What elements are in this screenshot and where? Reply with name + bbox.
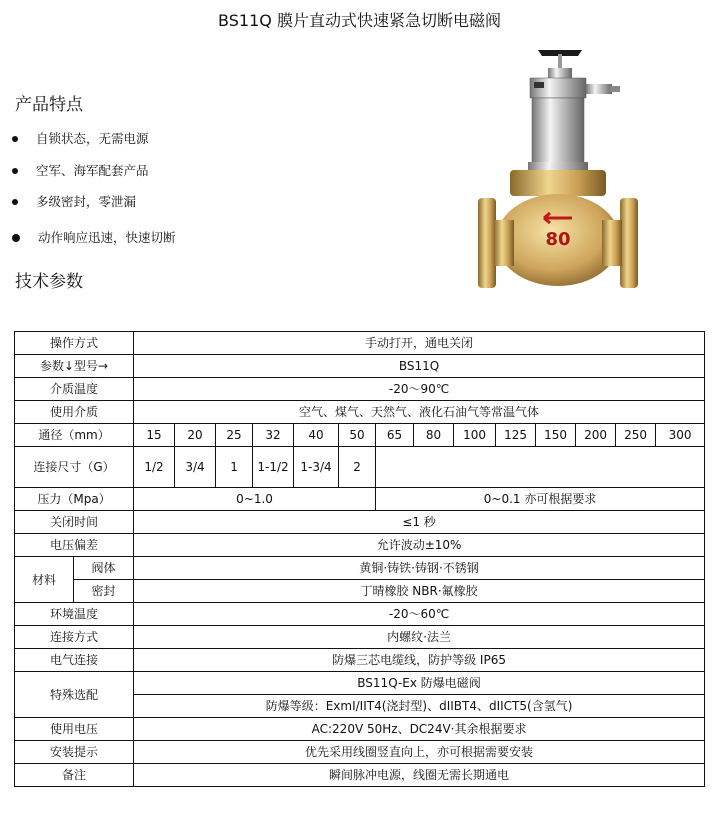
feature-item: 动作响应迅速，快速切断 <box>12 228 176 246</box>
conn-size-cell: 1-3/4 <box>294 447 339 488</box>
feature-item: 空军、海军配套产品 <box>12 161 149 179</box>
page-title: BS11Q 膜片直动式快速紧急切断电磁阀 <box>218 11 501 30</box>
spec-label: 通径（mm） <box>15 424 134 447</box>
conn-size-empty <box>376 447 705 488</box>
table-row <box>15 764 705 787</box>
table-row <box>15 672 705 695</box>
table-row <box>15 718 705 741</box>
spec-label: 操作方式 <box>15 332 134 355</box>
spec-value: -20～90℃ <box>134 378 705 401</box>
conn-size-cell: 1/2 <box>134 447 175 488</box>
spec-value: -20～60℃ <box>134 603 705 626</box>
spec-value: 丁晴橡胶 NBR·氟橡胶 <box>134 580 705 603</box>
spec-value: 防爆三芯电缆线，防护等级 IP65 <box>134 649 705 672</box>
bore-cell: 100 <box>454 424 496 447</box>
table-row <box>15 401 705 424</box>
spec-value: 允许波动±10% <box>134 534 705 557</box>
table-row <box>15 557 705 580</box>
spec-value: AC:220V 50Hz、DC24V·其余根据要求 <box>134 718 705 741</box>
spec-label: 介质温度 <box>15 378 134 401</box>
feature-item: 自锁状态，无需电源 <box>12 129 149 147</box>
table-row <box>15 447 705 488</box>
spec-value: 黄铜·铸铁·铸钢·不锈钢 <box>134 557 705 580</box>
spec-value: 防爆等级：ExmI/IIT4(浇封型)、dIIBT4、dIICT5(含氢气) <box>134 695 705 718</box>
bore-cell: 15 <box>134 424 175 447</box>
bore-cell: 65 <box>376 424 414 447</box>
valve-size-mark: 80 <box>545 229 571 250</box>
spec-value: ≤1 秒 <box>134 511 705 534</box>
conn-size-cell: 1 <box>216 447 253 488</box>
spec-value: 瞬间脉冲电源，线圈无需长期通电 <box>134 764 705 787</box>
spec-label: 压力（Mpa） <box>15 488 134 511</box>
spec-sublabel: 阀体 <box>74 557 134 580</box>
bore-cell: 150 <box>536 424 576 447</box>
bore-cell: 250 <box>616 424 656 447</box>
bore-cell: 25 <box>216 424 253 447</box>
table-row <box>15 355 705 378</box>
feature-item: 多级密封，零泄漏 <box>12 192 136 210</box>
bullet-icon <box>12 136 18 142</box>
bullet-icon <box>12 168 18 174</box>
spec-table <box>14 331 705 787</box>
spec-label: 备注 <box>15 764 134 787</box>
table-row <box>15 626 705 649</box>
features-heading: 产品特点 <box>15 95 83 115</box>
spec-label: 连接尺寸（G） <box>15 447 134 488</box>
spec-label: 环境温度 <box>15 603 134 626</box>
table-row <box>15 741 705 764</box>
spec-label: 安装提示 <box>15 741 134 764</box>
table-row <box>15 534 705 557</box>
spec-value: 空气、煤气、天然气、液化石油气等常温气体 <box>134 401 705 424</box>
bore-cell: 125 <box>496 424 536 447</box>
spec-label: 关闭时间 <box>15 511 134 534</box>
conn-size-cell: 3/4 <box>175 447 216 488</box>
conn-size-cell: 2 <box>339 447 376 488</box>
table-row <box>15 424 705 447</box>
bullet-icon <box>12 234 20 242</box>
bore-cell: 32 <box>253 424 294 447</box>
spec-label: 连接方式 <box>15 626 134 649</box>
bullet-icon <box>12 199 18 205</box>
valve-product-image <box>470 40 670 310</box>
spec-label: 使用电压 <box>15 718 134 741</box>
conn-size-cell: 1-1/2 <box>253 447 294 488</box>
table-row <box>15 603 705 626</box>
bore-cell: 80 <box>414 424 454 447</box>
pressure-high: 0~0.1 亦可根据要求 <box>376 488 705 511</box>
bore-cell: 300 <box>656 424 705 447</box>
bore-cell: 50 <box>339 424 376 447</box>
spec-label: 特殊选配 <box>15 672 134 718</box>
spec-value: 内螺纹·法兰 <box>134 626 705 649</box>
spec-value: BS11Q-Ex 防爆电磁阀 <box>134 672 705 695</box>
bore-cell: 20 <box>175 424 216 447</box>
spec-sublabel: 密封 <box>74 580 134 603</box>
table-row <box>15 580 705 603</box>
spec-value: 手动打开，通电关闭 <box>134 332 705 355</box>
table-row <box>15 649 705 672</box>
bore-cell: 200 <box>576 424 616 447</box>
spec-value: BS11Q <box>134 355 705 378</box>
spec-label: 参数↓型号→ <box>15 355 134 378</box>
spec-label: 电气连接 <box>15 649 134 672</box>
bore-cell: 40 <box>294 424 339 447</box>
pressure-low: 0~1.0 <box>134 488 376 511</box>
table-row <box>15 332 705 355</box>
specs-heading: 技术参数 <box>15 272 83 292</box>
spec-label: 使用介质 <box>15 401 134 424</box>
spec-value: 优先采用线圈竖直向上，亦可根据需要安装 <box>134 741 705 764</box>
table-row <box>15 378 705 401</box>
table-row <box>15 511 705 534</box>
table-row <box>15 488 705 511</box>
spec-label: 电压偏差 <box>15 534 134 557</box>
spec-label: 材料 <box>15 557 74 603</box>
